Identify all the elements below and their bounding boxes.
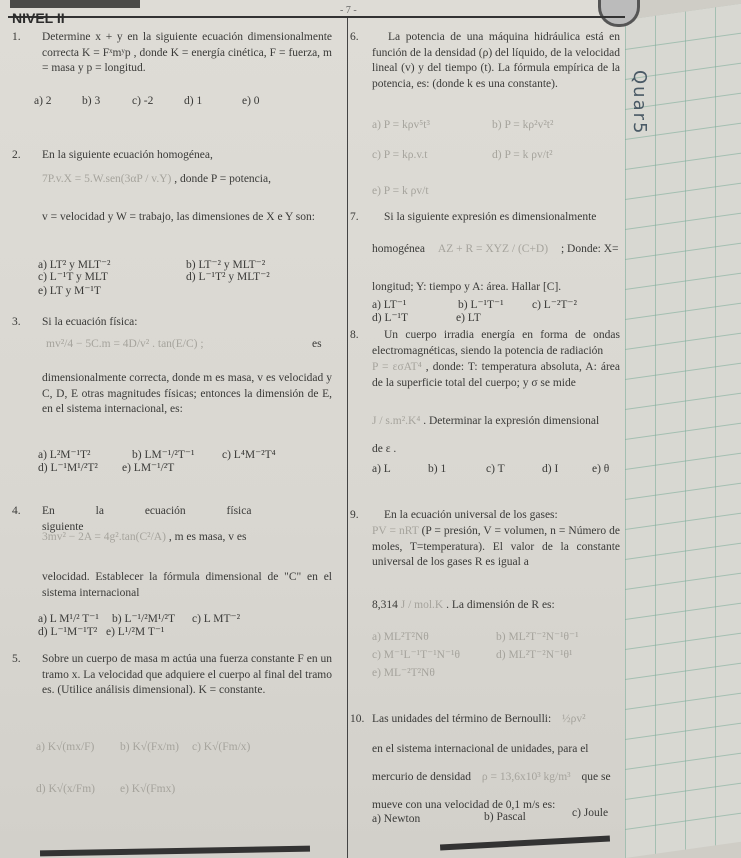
- option-b[interactable]: b) LT⁻² y MLT⁻²: [186, 259, 266, 271]
- option-a[interactable]: a) LT² y MLT⁻²: [38, 259, 111, 271]
- option-c[interactable]: c) -2: [132, 95, 154, 107]
- question-text-2: , donde: T: temperatura absoluta, A: área de la superficie total del cuerpo; y σ se mide: [372, 361, 620, 389]
- equation: 7P.v.X = 5.W.sen(3αP / v.Y): [42, 173, 172, 185]
- option-d[interactable]: d) L⁻¹T: [372, 312, 409, 324]
- question-8: [350, 328, 620, 475]
- question-text-2: homogénea: [372, 243, 426, 255]
- option-e[interactable]: e) K√(Fmx): [120, 783, 176, 795]
- question-text-3: . Determinar la expresión dimensional: [423, 415, 600, 427]
- equation: P = εσAT⁴: [372, 361, 422, 373]
- question-number: 8.: [350, 329, 359, 341]
- option-e[interactable]: e) LT y M⁻¹T: [38, 285, 101, 297]
- question-text-3: ; Donde: X=: [560, 243, 619, 255]
- question-text-2: , m es masa, v es: [168, 531, 247, 543]
- question-text-3: velocidad. Establecer la fórmula dimensional de "C" en el sistema internacional: [42, 571, 332, 599]
- question-number: 4.: [12, 505, 21, 517]
- question-9: [350, 508, 620, 679]
- option-a[interactable]: a) Newton: [372, 813, 421, 825]
- equation: PV = nRT: [372, 525, 419, 537]
- equation: mv²/4 − 5C.m = 4D/v² . tan(E/C) ;: [46, 338, 204, 350]
- question-text-2: es: [312, 338, 322, 350]
- question-text-4: de ε .: [372, 443, 397, 455]
- option-c[interactable]: c) K√(Fm/x): [192, 741, 251, 753]
- question-text-1: Si la ecuación física:: [42, 316, 138, 328]
- option-c[interactable]: c) L MT⁻²: [192, 613, 241, 625]
- bernoulli-term: ½ρv²: [562, 713, 586, 725]
- question-3: [12, 315, 332, 474]
- option-d[interactable]: d) ML²T⁻²N⁻¹θ¹: [496, 649, 573, 661]
- option-a[interactable]: a) L M¹/² T⁻¹: [38, 613, 99, 625]
- question-7: [350, 210, 620, 324]
- question-text-3: mercurio de densidad: [372, 771, 471, 783]
- question-text-3: dimensionalmente correcta, donde m es masa, v es velocidad y C, D, E otras magnitudes físicas; entonces la dimensión de E, en el sistema internacional, es:: [42, 372, 332, 415]
- question-number: 1.: [12, 31, 21, 43]
- question-text-3: . La dimensión de R es:: [446, 599, 555, 611]
- option-a[interactable]: a) L: [372, 463, 391, 475]
- question-text-2: en el sistema internacional de unidades, para el: [372, 743, 589, 755]
- equation: 3mv² − 2A = 4g².tan(C²/A): [42, 531, 166, 543]
- option-b[interactable]: b) K√(Fx/m): [120, 741, 180, 753]
- option-b[interactable]: b) L⁻¹/²M¹/²T: [112, 613, 175, 625]
- question-number: 10.: [350, 713, 365, 725]
- question-text-5: mueve con una velocidad de 0,1 m/s es:: [372, 799, 556, 811]
- option-a[interactable]: a) ML²T²Nθ: [372, 631, 429, 643]
- option-c[interactable]: c) Joule: [572, 807, 609, 819]
- option-d[interactable]: d) K√(x/Fm): [36, 783, 96, 795]
- option-b[interactable]: b) Pascal: [484, 811, 526, 823]
- question-6: [350, 30, 620, 197]
- question-10: [350, 712, 620, 825]
- question-number: 7.: [350, 211, 359, 223]
- option-b[interactable]: b) P = kρ²v²t²: [492, 119, 554, 131]
- equation: AZ + R = XYZ / (C+D): [437, 243, 549, 255]
- question-1: [12, 30, 332, 107]
- question-text: Sobre un cuerpo de masa m actúa una fuerza constante F en un tramo x. La velocidad que adquiere el cuerpo al final del tramo es. (Utilice análisis dimensional). K = constante.: [42, 653, 332, 696]
- header-divider: [8, 16, 625, 18]
- question-4: [12, 504, 332, 638]
- option-d[interactable]: d) L⁻¹T² y MLT⁻²: [186, 271, 270, 283]
- option-c[interactable]: c) L⁻¹T y MLT: [38, 271, 108, 283]
- option-e[interactable]: e) L¹/²M T⁻¹: [106, 626, 165, 638]
- question-text: Determine x + y en la siguiente ecuación dimensionalmente correcta K = Fˣmʸp , donde K = energía cinética, F = fuerza, m = masa y p = longitud.: [42, 31, 332, 74]
- option-b[interactable]: b) 3: [82, 95, 101, 107]
- question-number: 3.: [12, 316, 21, 328]
- page-number: - 7 -: [340, 5, 357, 16]
- option-a[interactable]: a) 2: [34, 95, 52, 107]
- column-divider: [347, 18, 348, 858]
- question-2: [12, 148, 332, 297]
- option-e[interactable]: e) θ: [592, 463, 610, 475]
- option-a[interactable]: a) P = kρv⁵t³: [372, 119, 430, 131]
- option-c[interactable]: c) P = kρ.v.t: [372, 149, 428, 161]
- option-a[interactable]: a) K√(mx/F): [36, 741, 95, 753]
- question-number: 6.: [350, 31, 359, 43]
- option-d[interactable]: d) I: [542, 463, 559, 475]
- handwritten-note: Quar5: [629, 70, 650, 136]
- r-value: 8,314: [372, 599, 398, 611]
- mercury-density: ρ = 13,6x10³ kg/m³: [481, 771, 571, 783]
- question-number: 2.: [12, 149, 21, 161]
- option-a[interactable]: a) L²M⁻¹T²: [38, 449, 91, 461]
- question-text-1: Un cuerpo irradia energía en forma de ondas electromagnéticas, siendo la potencia de radiación: [372, 329, 620, 357]
- option-b[interactable]: b) ML²T⁻²N⁻¹θ⁻¹: [496, 631, 579, 643]
- option-e[interactable]: e) ML⁻²T²Nθ: [372, 667, 435, 679]
- question-number: 5.: [12, 653, 21, 665]
- question-text-3: v = velocidad y W = trabajo, las dimensiones de X e Y son:: [42, 211, 315, 223]
- option-e[interactable]: e) LT: [456, 312, 481, 324]
- option-c[interactable]: c) L⁴M⁻²T⁴: [222, 449, 276, 461]
- question-text-2: (P = presión, V = volumen, n = Número de moles, T=temperatura). El valor de la constante universal de los gases R es igual a: [372, 525, 620, 568]
- option-e[interactable]: e) 0: [242, 95, 260, 107]
- question-text-1: Si la siguiente expresión es dimensionalmente: [384, 211, 597, 223]
- option-c[interactable]: c) L⁻²T⁻²: [532, 299, 577, 311]
- question-text-1: Las unidades del término de Bernoulli:: [372, 713, 552, 725]
- question-text-1: En la ecuación física siguiente: [42, 505, 252, 533]
- option-b[interactable]: b) L⁻¹T⁻¹: [458, 299, 504, 311]
- option-b[interactable]: b) LM⁻¹/²T⁻¹: [132, 449, 195, 461]
- option-b[interactable]: b) 1: [428, 463, 447, 475]
- option-c[interactable]: c) M⁻¹L⁻¹T⁻¹N⁻¹θ: [372, 649, 460, 661]
- question-text-4: que se: [581, 771, 611, 783]
- option-d[interactable]: d) L⁻¹M¹/²T²: [38, 462, 98, 474]
- option-d[interactable]: d) L⁻¹M⁻¹T²: [38, 626, 98, 638]
- option-a[interactable]: a) LT⁻¹: [372, 299, 407, 311]
- option-d[interactable]: d) 1: [184, 95, 203, 107]
- level-title: NIVEL II: [12, 10, 65, 26]
- question-5: [12, 652, 332, 795]
- question-text: La potencia de una máquina hidráulica está en función de la densidad (ρ) del líquido, de la velocidad lineal (v) y del tiempo (t). La fórmula empírica de la potencia, es: (donde k es una constante).: [372, 31, 620, 90]
- option-e[interactable]: e) P = k ρv/t: [372, 185, 429, 197]
- question-text-1: En la ecuación universal de los gases:: [384, 509, 558, 521]
- question-text-4: longitud; Y: tiempo y A: área. Hallar [C].: [372, 281, 562, 293]
- r-unit: J / mol.K: [400, 599, 444, 611]
- question-number: 9.: [350, 509, 359, 521]
- option-d[interactable]: d) P = k ρv/t²: [492, 149, 553, 161]
- header-bar: [10, 0, 140, 8]
- option-c[interactable]: c) T: [486, 463, 505, 475]
- sigma-unit: J / s.m².K⁴: [372, 415, 421, 427]
- question-text-2: , donde P = potencia,: [174, 173, 271, 185]
- question-text-1: En la siguiente ecuación homogénea,: [42, 149, 213, 161]
- option-e[interactable]: e) LM⁻¹/²T: [122, 462, 175, 474]
